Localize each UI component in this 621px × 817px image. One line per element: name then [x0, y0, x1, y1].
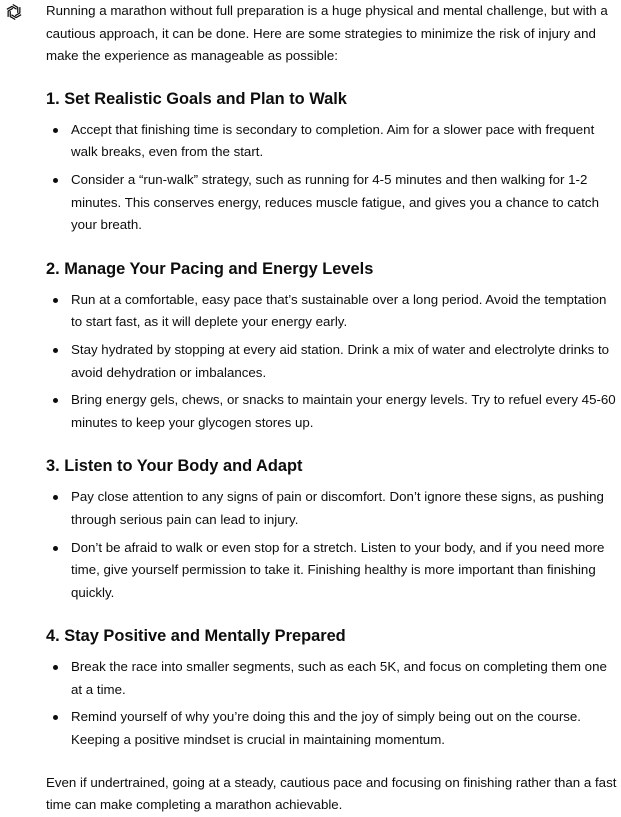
- section-heading: 3. Listen to Your Body and Adapt: [46, 457, 303, 476]
- bullet-list: [46, 486, 618, 604]
- list-item: Stay hydrated by stopping at every aid station. Drink a mix of water and electrolyte drinks to avoid dehydration or imbalances.: [71, 339, 618, 384]
- list-item: Run at a comfortable, easy pace that’s sustainable over a long period. Avoid the temptation to start fast, as it will deplete your energy early.: [71, 289, 618, 334]
- list-item: Break the race into smaller segments, such as each 5K, and focus on completing them one at a time.: [71, 656, 618, 701]
- list-item: Don’t be afraid to walk or even stop for a stretch. Listen to your body, and if you need more time, give yourself permission to take it. Finishing healthy is more important than finishing quickly.: [71, 537, 618, 605]
- section-heading: 1. Set Realistic Goals and Plan to Walk: [46, 89, 347, 108]
- section-heading: 4. Stay Positive and Mentally Prepared: [46, 627, 346, 646]
- list-item: Bring energy gels, chews, or snacks to maintain your energy levels. Try to refuel every 45-60 minutes to keep your glycogen stores up.: [71, 389, 618, 434]
- list-item: Remind yourself of why you’re doing this and the joy of simply being out on the course. Keeping a positive mindset is crucial in maintaining momentum.: [71, 706, 618, 751]
- section-heading: 2. Manage Your Pacing and Energy Levels: [46, 259, 374, 278]
- bullet-list: [46, 289, 618, 435]
- bullet-list: [46, 656, 618, 751]
- intro-paragraph: Running a marathon without full preparation is a huge physical and mental challenge, but with a cautious approach, it can be done. Here are some strategies to minimize the risk of injury and make the experience as manageable as possible:: [46, 3, 608, 64]
- bullet-list: [46, 119, 618, 237]
- section-listen: [46, 455, 618, 604]
- closing-paragraph: Even if undertrained, going at a steady, cautious pace and focusing on finishing rather than a fast time can make completing a marathon achievable.: [46, 774, 617, 813]
- section-goals: [46, 88, 618, 237]
- section-mindset: [46, 625, 618, 751]
- section-pacing: [46, 258, 618, 435]
- list-item: Consider a “run-walk” strategy, such as running for 4-5 minutes and then walking for 1-2 minutes. This conserves energy, reduces muscle fatigue, and gives you a chance to catch your breath.: [71, 169, 618, 237]
- openai-logo-icon: [4, 2, 24, 22]
- list-item: Pay close attention to any signs of pain or discomfort. Don’t ignore these signs, as pushing through serious pain can lead to injury.: [71, 486, 618, 531]
- assistant-message: [46, 0, 618, 817]
- list-item: Accept that finishing time is secondary to completion. Aim for a slower pace with frequent walk breaks, even from the start.: [71, 119, 618, 164]
